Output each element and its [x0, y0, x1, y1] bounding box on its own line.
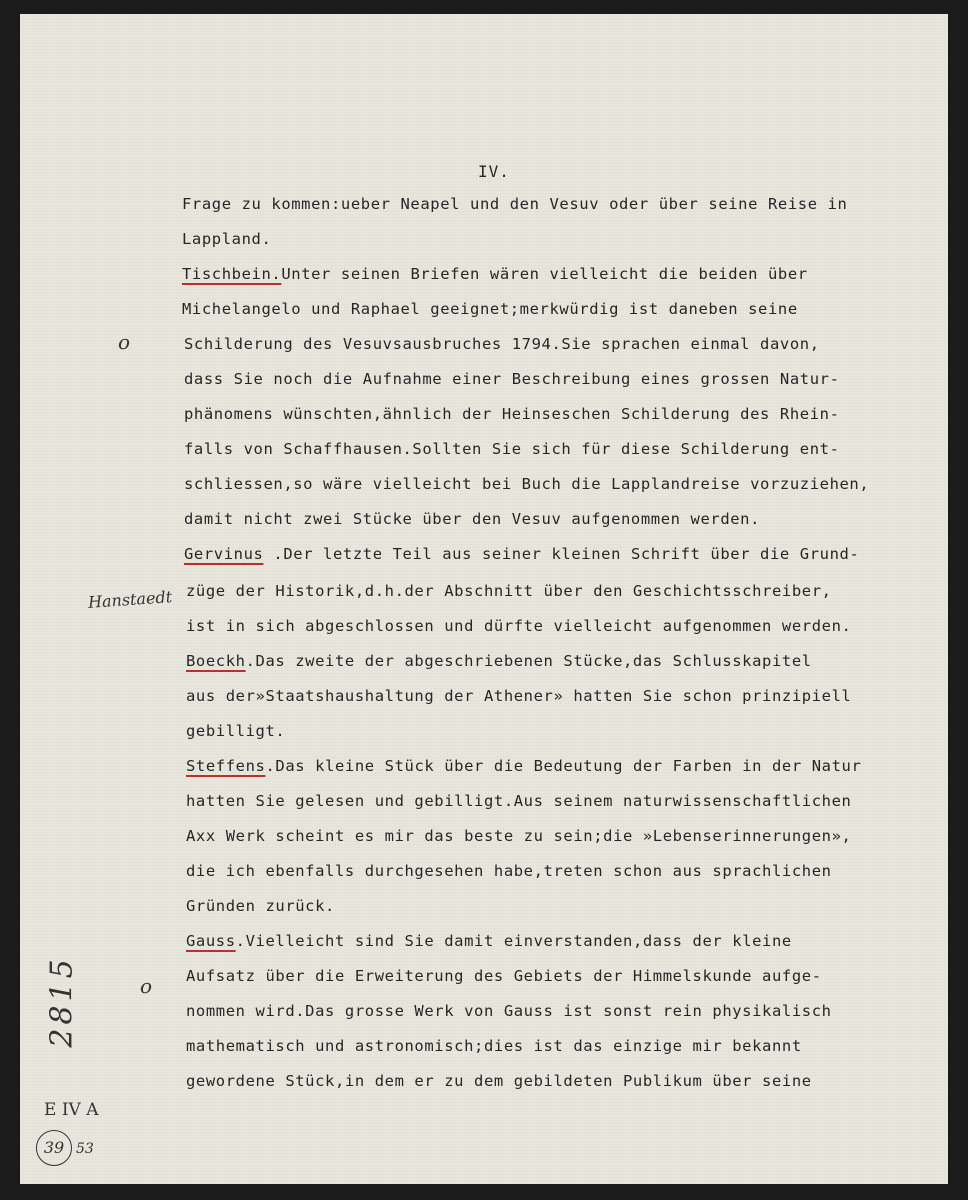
- text-line-7: phänomens wünschten,ähnlich der Heinseschen Schilderung des Rhein-: [184, 405, 840, 423]
- text-line-13: ist in sich abgeschlossen und dürfte vielleicht aufgenommen werden.: [186, 617, 852, 635]
- text-line-22: [186, 931, 792, 951]
- text-line-21: Gründen zurück.: [186, 897, 335, 915]
- text-line-18: hatten Sie gelesen und gebilligt.Aus seinem naturwissenschaftlichen: [186, 792, 852, 810]
- name-steffens: Steffens: [186, 757, 266, 775]
- line-17-text: .Das kleine Stück über die Bedeutung der Farben in der Natur: [265, 757, 862, 775]
- text-line-24: nommen wird.Das grosse Werk von Gauss ist sonst rein physikalisch: [186, 1002, 832, 1020]
- line-11-text: .Der letzte Teil aus seiner kleinen Schrift über die Grund-: [263, 545, 860, 563]
- text-line-26: gewordene Stück,in dem er zu dem gebildeten Publikum über seine: [186, 1072, 812, 1090]
- text-line-10: damit nicht zwei Stücke über den Vesuv aufgenommen werden.: [184, 510, 761, 528]
- line-22-text: .Vielleicht sind Sie damit einverstanden,dass der kleine: [235, 932, 792, 950]
- text-line-8: falls von Schaffhausen.Sollten Sie sich für diese Schilderung ent-: [184, 440, 840, 458]
- text-line-11: [184, 544, 859, 564]
- text-line-15: aus der»Staatshaushaltung der Athener» hatten Sie schon prinzipiell: [186, 687, 852, 705]
- text-line-5: Schilderung des Vesuvsausbruches 1794.Sie sprachen einmal davon,: [184, 335, 820, 353]
- text-line-19: Axx Werk scheint es mir das beste zu sein;die »Lebenserinnerungen»,: [186, 827, 852, 845]
- text-line-4: Michelangelo und Raphael geeignet;merkwürdig ist daneben seine: [182, 300, 798, 318]
- text-line-14: [186, 651, 812, 671]
- text-line-23: Aufsatz über die Erweiterung des Gebiets der Himmelskunde aufge-: [186, 967, 822, 985]
- page-heading: IV.: [478, 162, 510, 181]
- margin-mark-2: o: [140, 974, 153, 998]
- text-line-12: züge der Historik,d.h.der Abschnitt über den Geschichtsschreiber,: [186, 582, 832, 600]
- line-14-text: .Das zweite der abgeschriebenen Stücke,das Schlusskapitel: [245, 652, 812, 670]
- name-gervinus: Gervinus: [184, 545, 264, 563]
- margin-mark-1: o: [118, 330, 131, 354]
- name-gauss: Gauss: [186, 932, 236, 950]
- text-line-17: [186, 756, 861, 776]
- text-line-2: Lappland.: [182, 230, 272, 248]
- text-line-3: [182, 264, 808, 284]
- text-line-25: mathematisch und astronomisch;dies ist das einzige mir bekannt: [186, 1037, 802, 1055]
- margin-vertical-number: 2815: [44, 955, 80, 1048]
- folio-number-circled: 39: [36, 1130, 72, 1166]
- page-number: 53: [76, 1141, 94, 1157]
- text-line-6: dass Sie noch die Aufnahme einer Beschreibung eines grossen Natur-: [184, 370, 840, 388]
- line-3-text: Unter seinen Briefen wären vielleicht die beiden über: [281, 265, 808, 283]
- text-line-20: die ich ebenfalls durchgesehen habe,treten schon aus sprachlichen: [186, 862, 832, 880]
- document-page: [20, 14, 948, 1184]
- margin-note-hanstaedt: Hanstaedt: [87, 587, 173, 612]
- text-line-1: Frage zu kommen:ueber Neapel und den Vesuv oder über seine Reise in: [182, 195, 848, 213]
- archive-signature: E IV A: [44, 1100, 99, 1120]
- text-line-9: schliessen,so wäre vielleicht bei Buch die Lapplandreise vorzuziehen,: [184, 475, 870, 493]
- text-line-16: gebilligt.: [186, 722, 286, 740]
- name-tischbein: Tischbein.: [182, 265, 282, 283]
- name-boeckh: Boeckh: [186, 652, 246, 670]
